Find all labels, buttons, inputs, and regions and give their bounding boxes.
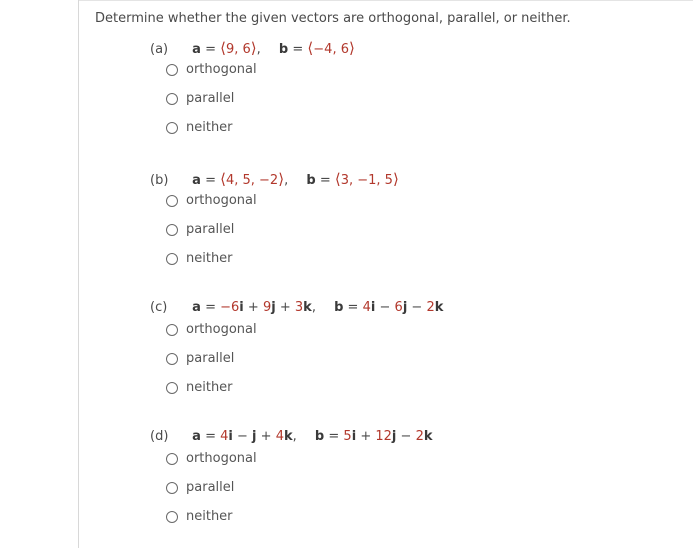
comma: , (311, 300, 316, 315)
coefficient: 5 (343, 429, 352, 444)
coefficient: 6 (394, 300, 403, 315)
coefficient: 4 (220, 429, 229, 444)
part-a-option-neither[interactable] (166, 118, 355, 147)
part-c-option-parallel[interactable] (166, 349, 443, 378)
unit-vector-k: k (303, 300, 312, 315)
equals-sign: = (205, 173, 216, 188)
angle-close: ⟩ (278, 170, 285, 188)
part-b (150, 169, 399, 278)
radio-button[interactable] (166, 64, 178, 76)
radio-button[interactable] (166, 511, 178, 523)
radio-button[interactable] (166, 482, 178, 494)
option-label: parallel (186, 91, 235, 106)
vector-b-components: 3, −1, 5 (340, 173, 393, 188)
part-d-header (150, 427, 433, 447)
part-c-options (166, 320, 443, 407)
unit-vector-i: i (228, 429, 233, 444)
radio-button[interactable] (166, 382, 178, 394)
radio-button[interactable] (166, 224, 178, 236)
unit-vector-j: j (271, 300, 276, 315)
part-a-options (166, 60, 355, 147)
coefficient: −6 (220, 300, 240, 315)
part-d-label: (d) (150, 429, 169, 444)
option-label: neither (186, 509, 233, 524)
option-label: orthogonal (186, 322, 257, 337)
operator: + (247, 300, 259, 315)
panel-left-border (78, 0, 79, 548)
operator: + (260, 429, 272, 444)
part-d-option-neither[interactable] (166, 507, 433, 536)
option-label: orthogonal (186, 62, 257, 77)
part-a-label: (a) (150, 42, 169, 57)
radio-button[interactable] (166, 253, 178, 265)
unit-vector-i: i (239, 300, 244, 315)
angle-close: ⟩ (250, 39, 257, 57)
comma: , (292, 429, 297, 444)
operator: − (237, 429, 248, 444)
part-b-option-neither[interactable] (166, 249, 399, 278)
radio-button[interactable] (166, 93, 178, 105)
unit-vector-i: i (351, 429, 357, 444)
vector-a-components: 9, 6 (225, 42, 251, 57)
part-d-options (166, 449, 433, 536)
option-label: neither (186, 380, 233, 395)
option-label: orthogonal (186, 193, 257, 208)
unit-vector-k: k (434, 300, 444, 315)
equals-sign: = (205, 429, 216, 444)
operator: + (279, 300, 291, 315)
coefficient: 3 (294, 300, 304, 315)
unit-vector-k: k (423, 429, 433, 444)
vector-b-name: b (278, 42, 289, 57)
part-c-option-orthogonal[interactable] (166, 320, 443, 349)
part-a-header (150, 38, 355, 58)
unit-vector-i: i (370, 300, 376, 315)
equals-sign: = (292, 42, 304, 57)
vector-a-name: a (192, 300, 201, 315)
part-c (150, 298, 443, 407)
part-a-option-orthogonal[interactable] (166, 60, 355, 89)
operator: − (411, 300, 423, 315)
angle-open: ⟨ (307, 39, 314, 57)
part-a (150, 38, 355, 147)
operator: − (379, 300, 391, 315)
option-label: parallel (186, 222, 235, 237)
option-label: neither (186, 251, 233, 266)
coefficient: 9 (262, 300, 272, 315)
equals-sign: = (347, 300, 359, 315)
part-d-option-orthogonal[interactable] (166, 449, 433, 478)
equals-sign: = (205, 300, 216, 315)
angle-open: ⟨ (334, 170, 341, 188)
unit-vector-j: j (391, 429, 397, 444)
vector-b-components: −4, 6 (313, 42, 349, 57)
vector-b-name: b (334, 300, 344, 315)
part-b-label: (b) (150, 173, 169, 188)
vector-a-name: a (192, 42, 201, 57)
coefficient: 12 (375, 429, 392, 444)
coefficient: 4 (275, 429, 284, 444)
angle-close: ⟩ (392, 170, 399, 188)
coefficient: 2 (426, 300, 435, 315)
panel-top-border (78, 0, 693, 1)
comma: , (284, 173, 289, 188)
vector-b-name: b (306, 173, 316, 188)
coefficient: 2 (415, 429, 424, 444)
question-prompt: Determine whether the given vectors are orthogonal, parallel, or neither. (95, 11, 571, 26)
part-b-option-orthogonal[interactable] (166, 191, 399, 220)
operator: − (400, 429, 412, 444)
radio-button[interactable] (166, 353, 178, 365)
comma: , (256, 42, 261, 57)
radio-button[interactable] (166, 122, 178, 134)
vector-b-name: b (314, 429, 325, 444)
operator: + (360, 429, 372, 444)
coefficient: 4 (362, 300, 371, 315)
equals-sign: = (319, 173, 331, 188)
vector-a-name: a (192, 173, 201, 188)
angle-open: ⟨ (220, 170, 226, 188)
part-a-option-parallel[interactable] (166, 89, 355, 118)
part-c-header (150, 298, 443, 318)
unit-vector-j: j (252, 429, 257, 444)
part-d-option-parallel[interactable] (166, 478, 433, 507)
equals-sign: = (328, 429, 340, 444)
vector-a-components: 4, 5, −2 (225, 173, 279, 188)
part-c-label: (c) (150, 300, 168, 315)
equals-sign: = (205, 42, 216, 57)
option-label: parallel (186, 480, 235, 495)
radio-button[interactable] (166, 195, 178, 207)
option-label: neither (186, 120, 233, 135)
part-b-header (150, 169, 399, 189)
angle-open: ⟨ (220, 39, 226, 57)
part-b-options (166, 191, 399, 278)
unit-vector-j: j (402, 300, 408, 315)
unit-vector-k: k (283, 429, 293, 444)
vector-a-name: a (192, 429, 201, 444)
part-b-option-parallel[interactable] (166, 220, 399, 249)
angle-close: ⟩ (348, 39, 355, 57)
radio-button[interactable] (166, 453, 178, 465)
option-label: orthogonal (186, 451, 257, 466)
option-label: parallel (186, 351, 235, 366)
part-c-option-neither[interactable] (166, 378, 443, 407)
radio-button[interactable] (166, 324, 178, 336)
part-d (150, 427, 433, 536)
